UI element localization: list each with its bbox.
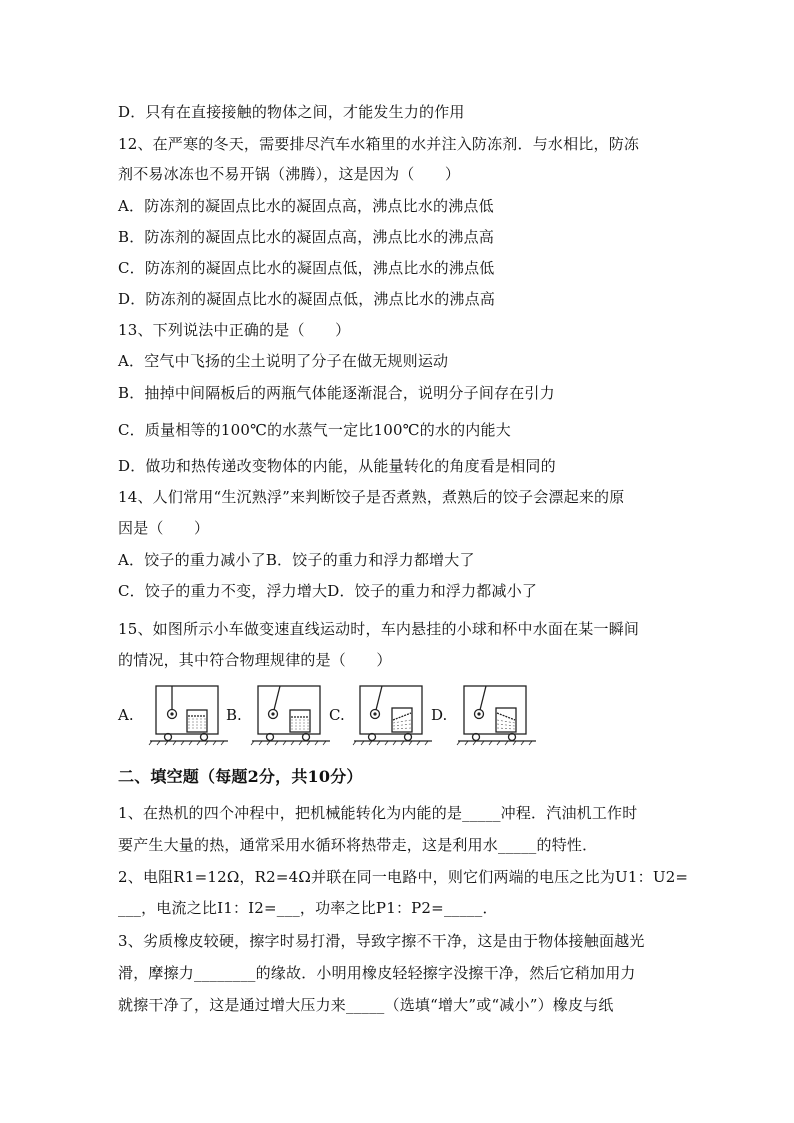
option-d-label: D. — [431, 706, 448, 724]
q12-option-c: C．防冻剂的凝固点比水的凝固点低，沸点比水的沸点低 — [118, 259, 495, 277]
q14-options-ab: A．饺子的重力减小了B．饺子的重力和浮力都增大了 — [118, 551, 475, 569]
option-a-label: A. — [118, 706, 134, 724]
q13-option-a: A．空气中飞扬的尘土说明了分子在做无规则运动 — [118, 352, 449, 370]
fill-q2-line1: 2、电阻R1=12Ω，R2=4Ω并联在同一电路中，则它们两端的电压之比为U1：U2= — [118, 868, 689, 886]
q13-option-c: C．质量相等的100℃的水蒸气一定比100℃的水的内能大 — [118, 421, 511, 439]
option-b-label: B. — [226, 706, 242, 724]
cart-a-figure — [148, 684, 230, 746]
fill-q2-line2: ___，电流之比I1：I2=___，功率之比P1：P2=_____． — [118, 899, 498, 917]
q12-option-d: D．防冻剂的凝固点比水的凝固点低，沸点比水的沸点高 — [118, 290, 496, 308]
q12-option-a: A．防冻剂的凝固点比水的凝固点高，沸点比水的沸点低 — [118, 197, 494, 215]
fill-q3-line1: 3、劣质橡皮较硬，擦字时易打滑，导致字擦不干净，这是由于物体接触面越光 — [118, 932, 645, 950]
q14-stem-line1: 14、人们常用“生沉熟浮”来判断饺子是否煮熟，煮熟后的饺子会漂起来的原 — [118, 488, 625, 506]
q12-stem-line2: 剂不易冰冻也不易开锅（沸腾），这是因为（ ） — [118, 165, 461, 183]
cart-c-figure — [352, 684, 434, 746]
q13-stem: 13、下列说法中正确的是（ ） — [118, 321, 351, 339]
q15-stem-line1: 15、如图所示小车做变速直线运动时，车内悬挂的小球和杯中水面在某一瞬间 — [118, 620, 640, 638]
section-heading-fill-in: 二、填空题（每题2分，共10分） — [118, 767, 363, 786]
cart-b-figure — [250, 684, 332, 746]
q12-option-b: B．防冻剂的凝固点比水的凝固点高，沸点比水的沸点高 — [118, 228, 495, 246]
cart-d-figure — [456, 684, 538, 746]
q13-option-d: D．做功和热传递改变物体的内能，从能量转化的角度看是相同的 — [118, 457, 556, 475]
q14-options-cd: C．饺子的重力不变，浮力增大D．饺子的重力和浮力都减小了 — [118, 582, 538, 600]
q14-stem-line2: 因是（ ） — [118, 519, 210, 537]
fill-q3-line3: 就擦干净了，这是通过增大压力来_____（选填“增大”或“减小”）橡皮与纸 — [118, 996, 614, 1014]
q12-stem-line1: 12、在严寒的冬天，需要排尽汽车水箱里的水并注入防冻剂．与水相比，防冻 — [118, 135, 640, 153]
q11-option-d: D．只有在直接接触的物体之间，才能发生力的作用 — [118, 103, 465, 121]
option-c-label: C. — [329, 706, 345, 724]
fill-q1-line2: 要产生大量的热，通常采用水循环将热带走，这是利用水_____的特性． — [118, 836, 598, 854]
q15-stem-line2: 的情况，其中符合物理规律的是（ ） — [118, 651, 392, 669]
cart-diagram-row — [118, 684, 558, 746]
q13-option-b: B．抽掉中间隔板后的两瓶气体能逐渐混合，说明分子间存在引力 — [118, 384, 555, 402]
fill-q3-line2: 滑，摩擦力________的缘故．小明用橡皮轻轻擦字没擦干净，然后它稍加用力 — [118, 964, 636, 982]
fill-q1-line1: 1、在热机的四个冲程中，把机械能转化为内能的是_____冲程．汽油机工作时 — [118, 804, 638, 822]
